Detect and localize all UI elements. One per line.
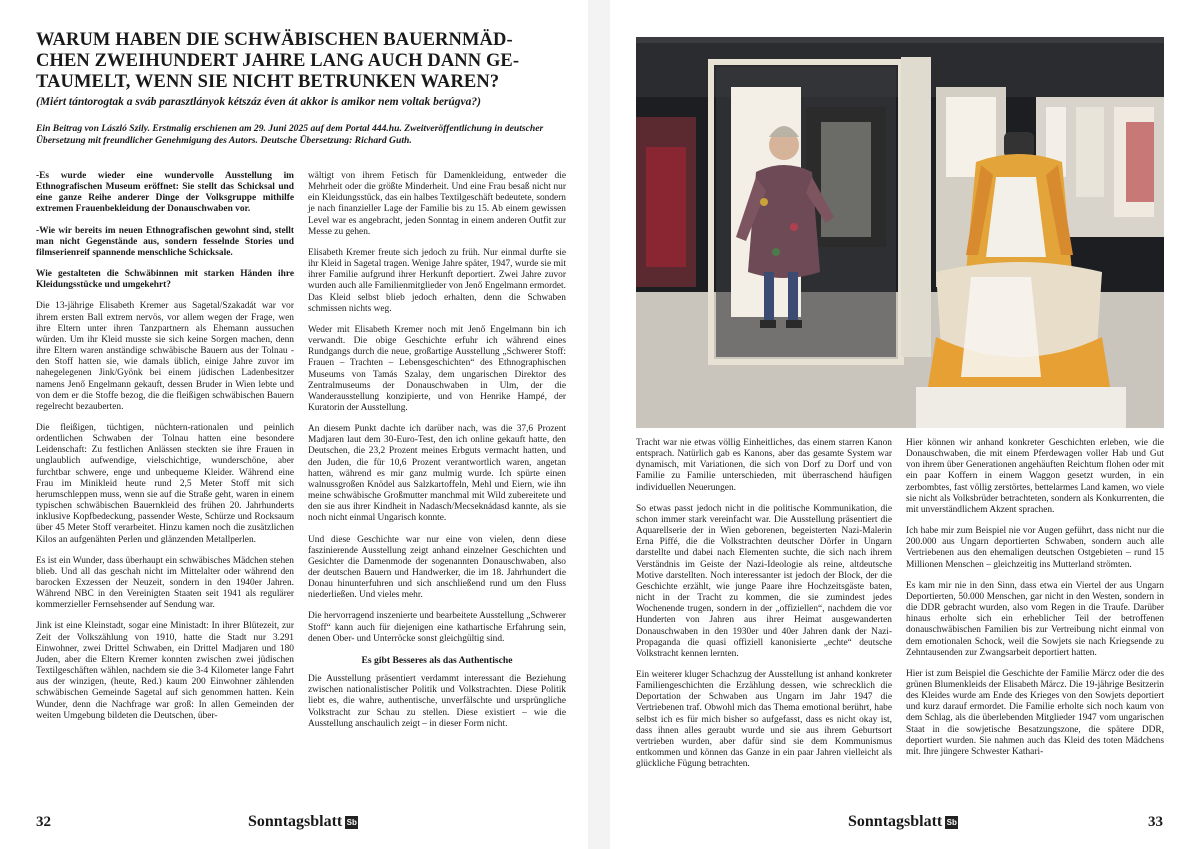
body-paragraph: Es kam mir nie in den Sinn, dass etwa ein Viertel der aus Ungarn Deportierten, 50.000 Menschen, gar nicht in den Westen, sondern in die DDR gebracht wurden, also vom Regen in die Traufe. Darüber hinaus erholte sich ein erheblicher Teil der betroffenen donauschwäbischen Familien bis zur Vertreibung nicht einmal von dem emotionalen Schock, weil die Sowjets sie nach Kriegsende zu Zehntausenden zur Zwangsarbeit deportiert hatten. [906,580,1164,658]
body-paragraph: wältigt von ihrem Fetisch für Damenkleidung, entweder die Mehrheit oder die größte Minderheit. Und eine Frau besaß nicht nur ein Kleidungsstück, das ein halbes Textilgeschäft bedeutete, sondern je nach finanzieller Lage der Familie bis zu 15. Ab einem gewissen Level war es angebracht, jeden Sonntag in einem anderen Outfit zur Messe zu gehen. [308,171,566,237]
body-paragraph: Die fleißigen, tüchtigen, nüchtern-rationalen und peinlich ordentlichen Schwaben der Tolnau hatten eine besondere Leidenschaft: Zu festlichen Anlässen steckten sie ihre Frauen in unglaublich aufwendige, vielschichtige, wunderschöne, aber furchtbar schwere, enge und unbequeme Kleider. Während eine Frau im Minikleid heute rund 2,5 Meter Stoff mit sich herumschleppen muss, wenn sie auf die Straße geht, waren in einem typischen schwäbischen Bauernkleid des frühen 20. Jahrhunderts inklusive Kopfbedeckung, passender Weste, Schürze und Rocksaum über 45 Meter Stoff verarbeitet. Hinzu kamen noch die zusätzlichen Kilos an aufgenähten Perlen und glänzenden Metallperlen. [36,422,294,545]
body-paragraph: Tracht war nie etwas völlig Einheitliches, das einem starren Kanon entsprach. Natürlich gab es Kanons, aber das gesamte System war dynamisch, mit Variationen, die sich von Dorf zu Dorf und von Familie zu Familie unterschieden, mit überraschend häufigen individuellen Neuerungen. [636,438,892,493]
page-gutter [588,0,610,849]
section-heading: Es gibt Besseres als das Authentische [361,654,513,666]
brand-name: Sonntagsblatt [848,813,943,830]
body-paragraph: Die hervorragend inszenierte und bearbeitete Ausstellung „Schwerer Stoff“ kann auch für diejenigen eine kathartische Erfahrung sein, denen Ober- und Unterröcke sonst gleichgültig sind. [308,611,566,644]
body-paragraph: Weder mit Elisabeth Kremer noch mit Jenő Engelmann bin ich verwandt. Die obige Geschichte erfuhr ich während eines Rundgangs durch die neue, großartige Ausstellung „Schwerer Stoff: Frauen – Trachten – Lebensgeschichten“ des Ethnographischen Museums von Tamás Szalay, dem ungarischen Direktor des Zentralmuseums der Donauschwaben in Ulm, der die Wanderausstellung konzipierte, und von Henrike Hampé, der Kuratorin der Ausstellung. [308,324,566,413]
body-paragraph: Die 13-jährige Elisabeth Kremer aus Sagetal/Szakadát war vor ihrem ersten Ball extrem nervös, vor allem wegen der Frage, wen ihre Eltern unter ihren Tanzpartnern als Ehemann aussuchen würden. Um ihr Kleid musste sie sich keine Sorgen machen, denn ihre Eltern waren anständige schwäbische Bauern aus der Tolnau - den Stoff hatten sie, wie damals üblich, einige Jahre zuvor im nahegelegenen Jink/Gyönk bei einem jüdischen Ladenbesitzer namens Jenő Engelmann gekauft, dessen Bruder in Wien lebte und von dem er die Stoffe bezog, die die fleißigen schwäbischen Bauern regelrecht bezauberten. [36,301,294,412]
lead-question: Wie gestalteten die Schwäbinnen mit starken Händen ihre Kleidungsstücke und umgekehrt? [36,269,294,291]
left-column-2 [308,171,566,740]
exhibition-photo [636,37,1164,428]
lead-paragraph: -Es wurde wieder eine wundervolle Ausstellung im Ethnografischen Museum eröffnet: Sie stellt das Schicksal und eine ganze Reihe anderer Dinge der Volksgruppe mithilfe extremen Frauenbekleidung der Donauschwaben vor. [36,171,294,215]
brand-name: Sonntagsblatt [248,813,343,830]
brand-mark-left [248,813,358,831]
right-column-2 [906,438,1164,768]
body-paragraph: So etwas passt jedoch nicht in die politische Kommunikation, die schon immer stark vereinfacht war. Die Ausstellung präsentiert die Aquarellserie der in Wien geborenen, begeisterten Nazi-Malerin Erna Piffé, die die Volkstrachten deutscher Dörfer in Ungarn darstellte und dabei nach Elementen suchte, die sich nach ihrem Verständnis im Geiste der Nazi-Ideologie als reine, altdeutsche Motive darstellten. Noch interessanter ist jedoch der Block, der die Geschichte erzählt, wie junge Paare ihre Hochzeitsgäste baten, nicht in der Tracht zu kommen, die sie zumindest jedes Wochenende trugen, sondern in der „offiziellen“, nachdem die vor Hunderten von Jahren aus ihrer Heimat ausgewanderten Donauschwaben in den 1930er und 40er Jahren dank der Nazi-Propaganda die quasi offiziell kanonisierte „echte“ deutsche Volkstracht kennen lernten. [636,503,892,659]
article-subhead: (Miért tántorogtak a sváb parasztlányok kétszáz éven át akkor is amikor nem voltak berúgva?) [36,96,481,108]
page-number-right: 33 [1148,814,1163,830]
body-paragraph: An diesem Punkt dachte ich darüber nach, was die 37,6 Prozent Madjaren laut dem 30-Euro-Test, den ich online gekauft hatte, den Deutschen, die 23,2 Prozent meines Erbguts vermacht hatten, und den Juden, die für 10,6 Prozent verantwortlich waren, angetan hatten, während es mir ganz mulmig wurde. Ich spürte einen walnussgroßen Knödel aus Salzkartoffeln, Mehl und Eiern, wie ihn meine schwäbische Großmutter manchmal mit Wild zubereitete und den sie aus ihrer Kindheit in Nadasch/Mecseknádasd kannte, als sie noch nicht einmal Ungarisch konnte. [308,424,566,524]
body-paragraph: Hier können wir anhand konkreter Geschichten erleben, wie die Donauschwaben, die mit einem Pferdewagen voller Hab und Gut von ihrem über Generationen angehäuften Reichtum flohen oder mit ein paar Koffern in einem Waggon gesetzt wurden, in ein zerbombtes, fast völlig zerstörtes, bettelarmes Land kamen, wo viele sie nicht als Volksbrüder betrachteten, sondern als Konkurrenten, die mit unverständlichem Akzent sprachen. [906,438,1164,515]
page-number-left: 32 [36,814,51,830]
body-paragraph: Jink ist eine Kleinstadt, sogar eine Ministadt: In ihrer Blütezeit, zur Zeit der Volkszählung von 1910, hatte die Stadt nur 3.291 Einwohner, zwei Drittel Schwaben, ein Drittel Madjaren und 180 Juden, aber die Eltern Kremer konnten zwischen zwei jüdischen Textilgeschäften wählen, nachdem sie die 3-4 Kilometer lange Fahrt aus der winzigen, (heute, Red.) kaum 200 Einwohner zählenden schwäbischen Gemeinde Sagetal auf sich genommen hatten. Kein Wunder, denn die Nachfrage war groß: In allen Gemeinden der weiten Umgebung bildeten die Deutschen, über- [36,621,294,721]
body-paragraph: Die Ausstellung präsentiert verdammt interessant die Beziehung zwischen nationalistischer Politik und Volkstrachten. Diese Politik liebt es, die wahre, authentische, unverfälschte und ursprüngliche Volkstracht zur Schau zu stellen. Diese existiert – wie die Ausstellung anschaulich zeigt – in dieser Form nicht. [308,674,566,729]
body-paragraph: Ein weiterer kluger Schachzug der Ausstellung ist anhand konkreter Familiengeschichten die Erzählung dessen, wie schrecklich die Deportation der Schwaben aus Ungarn im Jahr 1947 die Vertriebenen traf. Obwohl mich das Thema emotional berührt, habe selbst ich es für mich bisher so aufgefasst, dass es nicht okay ist, dass ihnen alles geraubt wurde und sie aus ihrem Geburtsort vertrieben wurden, aber dafür sind sie dem Kommunismus entkommen und können das Ganze in ein paar Jahren vielleicht als glückliche Fügung betrachten. [636,669,892,770]
left-column-1 [36,171,294,732]
body-paragraph: Und diese Geschichte war nur eine von vielen, denn diese faszinierende Ausstellung zeigt anhand einzelner Geschichten und Gesichter die Damenmode der sogenannten Donauschwaben, also der deutschen Bauern und Handwerker, die im 18. Jahrhundert die Donau hinunterfuhren und sich anschließend rund um den Fluss niederließen. Und vieles mehr. [308,534,566,601]
exhibition-photo-illustration [636,37,1164,428]
right-column-1 [636,438,892,780]
lead-paragraph: -Wie wir bereits im neuen Ethnografischen gewohnt sind, stellt man nicht Gegenstände aus, sondern fesselnde Stories und filmserienreif spannende menschliche Schicksale. [36,225,294,258]
body-paragraph: Hier ist zum Beispiel die Geschichte der Familie Märcz oder die des grünen Blumenkleids der Elisabeth Märcz. Die 19-jährige Besitzerin des Kleides wurde am Ende des Krieges von den Sowjets deportiert und kurz darauf ermordet. Die Familie erholte sich noch kaum von dem Schlag, als die überlebenden Mitglieder 1947 vom ungarischen Staat in die sowjetische Besatzungszone, die spätere DDR, deportiert wurden. Sie nahmen auch das Kleid des toten Mädchens mit. Ihre jüngere Schwester Kathari- [906,668,1164,757]
body-paragraph: Ich habe mir zum Beispiel nie vor Augen geführt, dass nicht nur die 200.000 aus Ungarn deportierten Schwaben, sondern auch alle Vertriebenen aus den ehemaligen deutschen Ostgebieten – rund 15 Millionen Menschen – gleichzeitig ins Mutterland strömten. [906,526,1164,570]
brand-logo-icon: Sb [946,817,957,827]
article-byline: Ein Beitrag von László Szily. Erstmalig erschienen am 29. Juni 2025 auf dem Portal 444.hu. Zweitveröffentlichung in deutscher Übersetzung mit freundlicher Genehmigung des Autors. Deutsche Übersetzung: Richard Guth. [36,123,544,146]
brand-logo-icon: Sb [346,817,357,827]
brand-mark-right [848,813,958,831]
body-paragraph: Elisabeth Kremer freute sich jedoch zu früh. Nur einmal durfte sie ihr Kleid in Sagetal tragen. Wenige Jahre später, 1947, wurde sie mit ihrer Familie aufgrund ihrer Herkunft deportiert. Zwei Jahre zuvor wurden auch alle Familienmitglieder von Jenő Engelmann ermordet. Das Kleid selbst blieb jedoch erhalten, denn die Schwaben schmissen nichts weg. [308,247,566,314]
article-headline: WARUM HABEN DIE SCHWÄBISCHEN BAUERNMÄD-CHEN ZWEIHUNDERT JAHRE LANG AUCH DANN GE-TAUMELT, WENN SIE NICHT BETRUNKEN WAREN? [36,30,520,92]
body-paragraph: Es ist ein Wunder, dass überhaupt ein schwäbisches Mädchen stehen blieb. Und all das geschah nicht im Mittelalter oder während den barocken Exzessen der Neuzeit, sondern in den 1940er Jahren. Während NBC in den Vereinigten Staaten seit 1941 als regulärer kommerzieller Fernsehsender auf Sendung war. [36,555,294,611]
